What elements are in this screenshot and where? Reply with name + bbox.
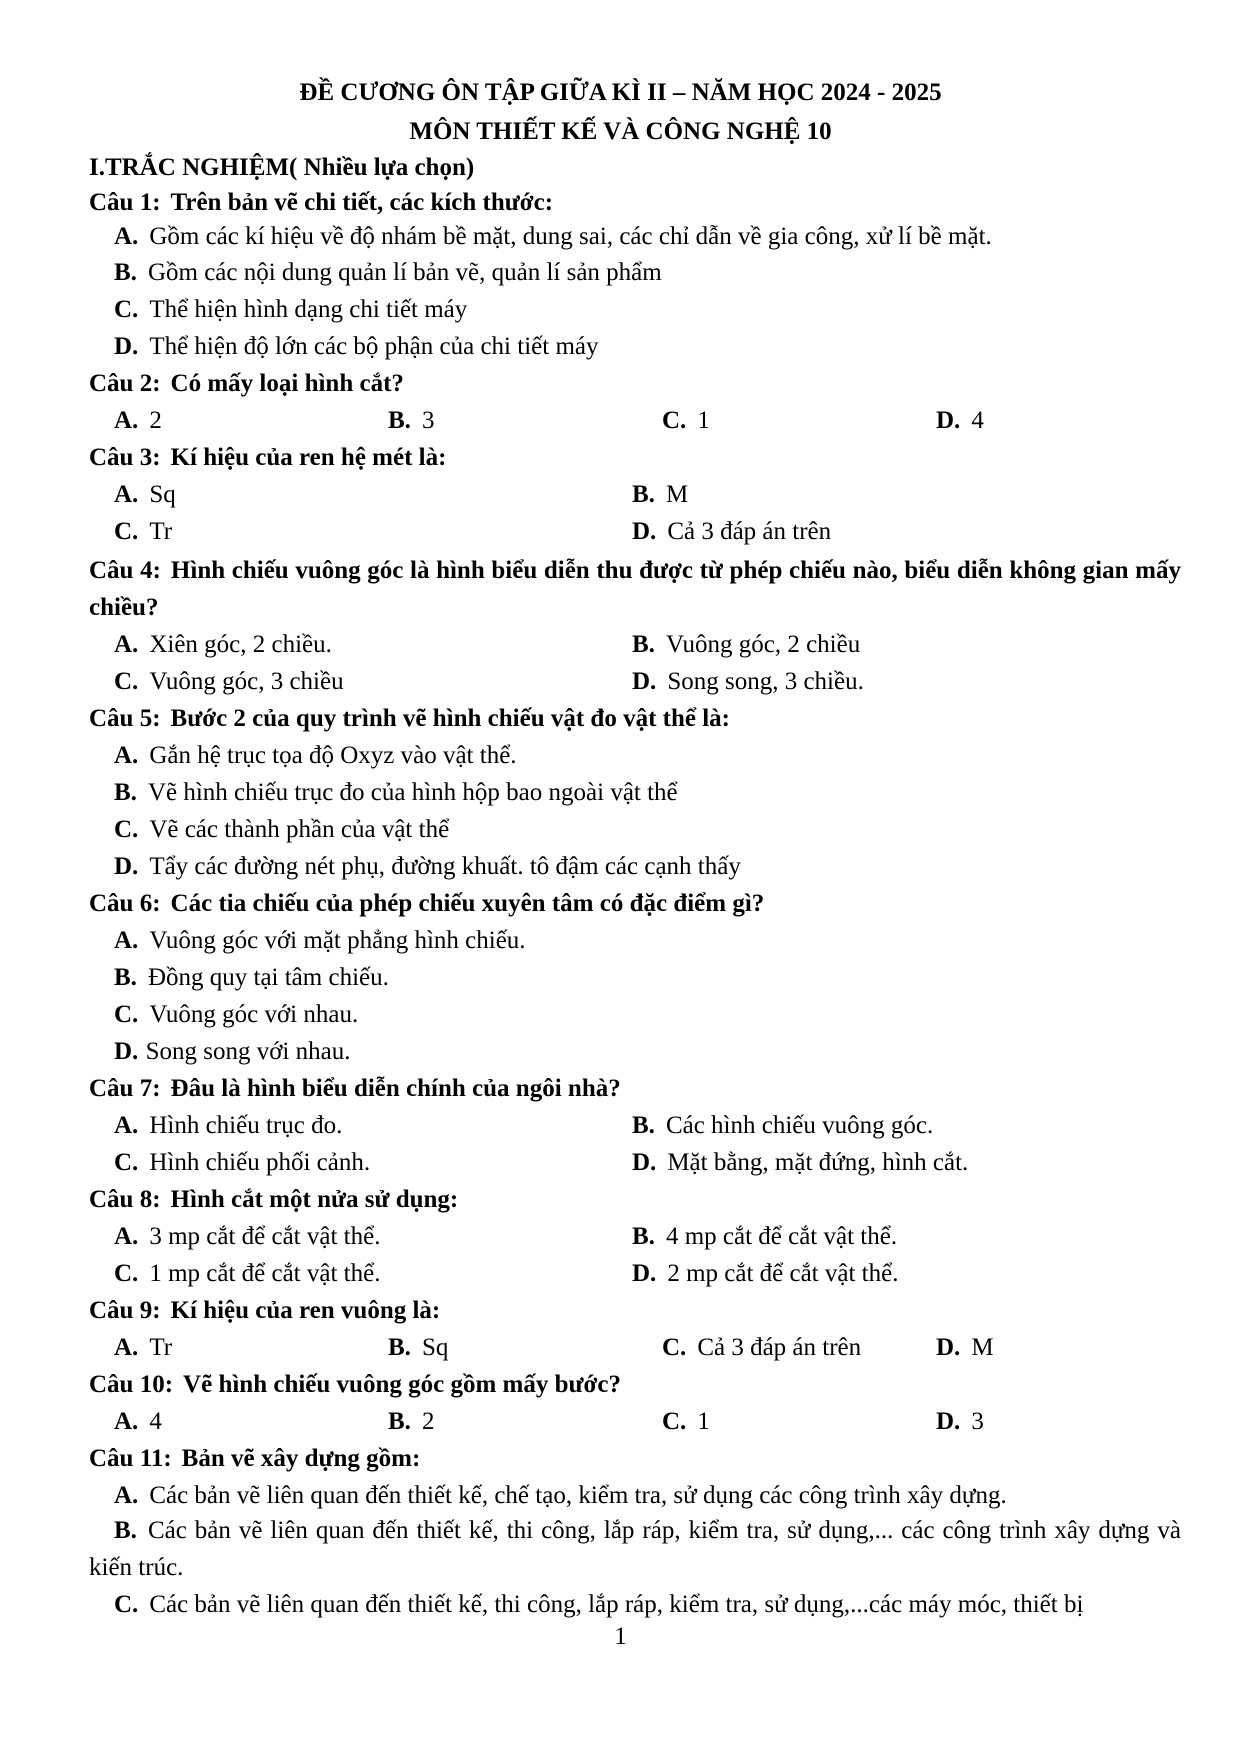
question-2: Câu 2: Có mấy loại hình cắt? [89, 370, 404, 397]
q2-option-c: C. 1 [662, 407, 710, 434]
q5-option-a: A. Gắn hệ trục tọa độ Oxyz vào vật thể. [114, 742, 517, 769]
q4-option-b: B. Vuông góc, 2 chiều [632, 631, 861, 658]
q11-option-c: C. Các bản vẽ liên quan đến thiết kế, thi công, lắp ráp, kiểm tra, sử dụng,...các máy móc, thiết bị [114, 1591, 1084, 1618]
q1-option-d: D. Thể hiện độ lớn các bộ phận của chi tiết máy [114, 333, 599, 360]
q5-option-c: C. Vẽ các thành phần của vật thể [114, 816, 450, 843]
q5-option-b: B. Vẽ hình chiếu trục đo của hình hộp bao ngoài vật thể [114, 779, 678, 806]
q6-option-b: B. Đồng quy tại tâm chiếu. [114, 964, 389, 991]
q3-option-b: B. M [632, 481, 689, 508]
q3-option-c: C. Tr [114, 518, 173, 545]
q9-option-b: B. Sq [388, 1334, 449, 1361]
q11-option-a: A. Các bản vẽ liên quan đến thiết kế, chế tạo, kiểm tra, sử dụng các công trình xây dựng. [114, 1482, 1007, 1509]
question-6: Câu 6: Các tia chiếu của phép chiếu xuyên tâm có đặc điểm gì? [89, 890, 765, 917]
q10-option-c: C. 1 [662, 1408, 710, 1435]
q3-option-a: A. Sq [114, 481, 176, 508]
q6-option-d: D. Song song với nhau. [114, 1038, 351, 1065]
q6-option-a: A. Vuông góc với mặt phẳng hình chiếu. [114, 927, 526, 954]
document-subtitle: MÔN THIẾT KẾ VÀ CÔNG NGHỆ 10 [409, 118, 832, 145]
q8-option-b: B. 4 mp cắt để cắt vật thể. [632, 1223, 898, 1250]
q8-option-c: C. 1 mp cắt để cắt vật thể. [114, 1260, 381, 1287]
q6-option-c: C. Vuông góc với nhau. [114, 1001, 359, 1028]
q11-option-b: B. Các bản vẽ liên quan đến thiết kế, thi công, lắp ráp, kiểm tra, sử dụng,... các công trình xây dựng và kiến trúc. [89, 1517, 1181, 1581]
q7-option-d: D. Mặt bằng, mặt đứng, hình cắt. [632, 1149, 969, 1176]
q10-option-a: A. 4 [114, 1408, 162, 1435]
document-title: ĐỀ CƯƠNG ÔN TẬP GIỮA KÌ II – NĂM HỌC 2024 - 2025 [299, 79, 942, 106]
q1-option-a: A. Gồm các kí hiệu về độ nhám bề mặt, dung sai, các chỉ dẫn về gia công, xử lí bề mặt. [114, 223, 992, 250]
q5-option-d: D. Tẩy các đường nét phụ, đường khuất. tô đậm các cạnh thấy [114, 853, 741, 880]
q10-option-d: D. 3 [936, 1408, 984, 1435]
question-10: Câu 10: Vẽ hình chiếu vuông góc gồm mấy bước? [89, 1371, 621, 1398]
question-11: Câu 11: Bản vẽ xây dựng gồm: [89, 1445, 421, 1472]
page-number: 1 [614, 1623, 627, 1650]
q2-option-d: D. 4 [936, 407, 984, 434]
q3-option-d: D. Cả 3 đáp án trên [632, 518, 832, 545]
question-9: Câu 9: Kí hiệu của ren vuông là: [89, 1297, 441, 1324]
q1-option-b: B. Gồm các nội dung quản lí bản vẽ, quản lí sản phẩm [114, 259, 662, 286]
q7-option-c: C. Hình chiếu phối cảnh. [114, 1149, 371, 1176]
q4-option-c: C. Vuông góc, 3 chiều [114, 668, 344, 695]
question-1: Câu 1: Trên bản vẽ chi tiết, các kích thước: [89, 189, 554, 216]
q9-option-a: A. Tr [114, 1334, 173, 1361]
question-4: Câu 4: Hình chiếu vuông góc là hình biểu diễn thu được từ phép chiếu nào, biểu diễn không gian mấy chiều? [89, 557, 1181, 621]
q7-option-a: A. Hình chiếu trục đo. [114, 1112, 343, 1139]
question-5: Câu 5: Bước 2 của quy trình vẽ hình chiếu vật đo vật thể là: [89, 705, 730, 732]
q7-option-b: B. Các hình chiếu vuông góc. [632, 1112, 934, 1139]
section-heading: I.TRẮC NGHIỆM( Nhiều lựa chọn) [89, 154, 475, 181]
q9-option-c: C. Cả 3 đáp án trên [662, 1334, 862, 1361]
question-3: Câu 3: Kí hiệu của ren hệ mét là: [89, 444, 447, 471]
question-7: Câu 7: Đâu là hình biểu diễn chính của ngôi nhà? [89, 1075, 621, 1102]
q9-option-d: D. M [936, 1334, 994, 1361]
q8-option-a: A. 3 mp cắt để cắt vật thể. [114, 1223, 381, 1250]
q10-option-b: B. 2 [388, 1408, 435, 1435]
q4-option-a: A. Xiên góc, 2 chiều. [114, 631, 332, 658]
q2-option-a: A. 2 [114, 407, 162, 434]
q8-option-d: D. 2 mp cắt để cắt vật thể. [632, 1260, 899, 1287]
q2-option-b: B. 3 [388, 407, 435, 434]
question-8: Câu 8: Hình cắt một nửa sử dụng: [89, 1186, 459, 1213]
q1-option-c: C. Thể hiện hình dạng chi tiết máy [114, 296, 468, 323]
q4-option-d: D. Song song, 3 chiều. [632, 668, 864, 695]
